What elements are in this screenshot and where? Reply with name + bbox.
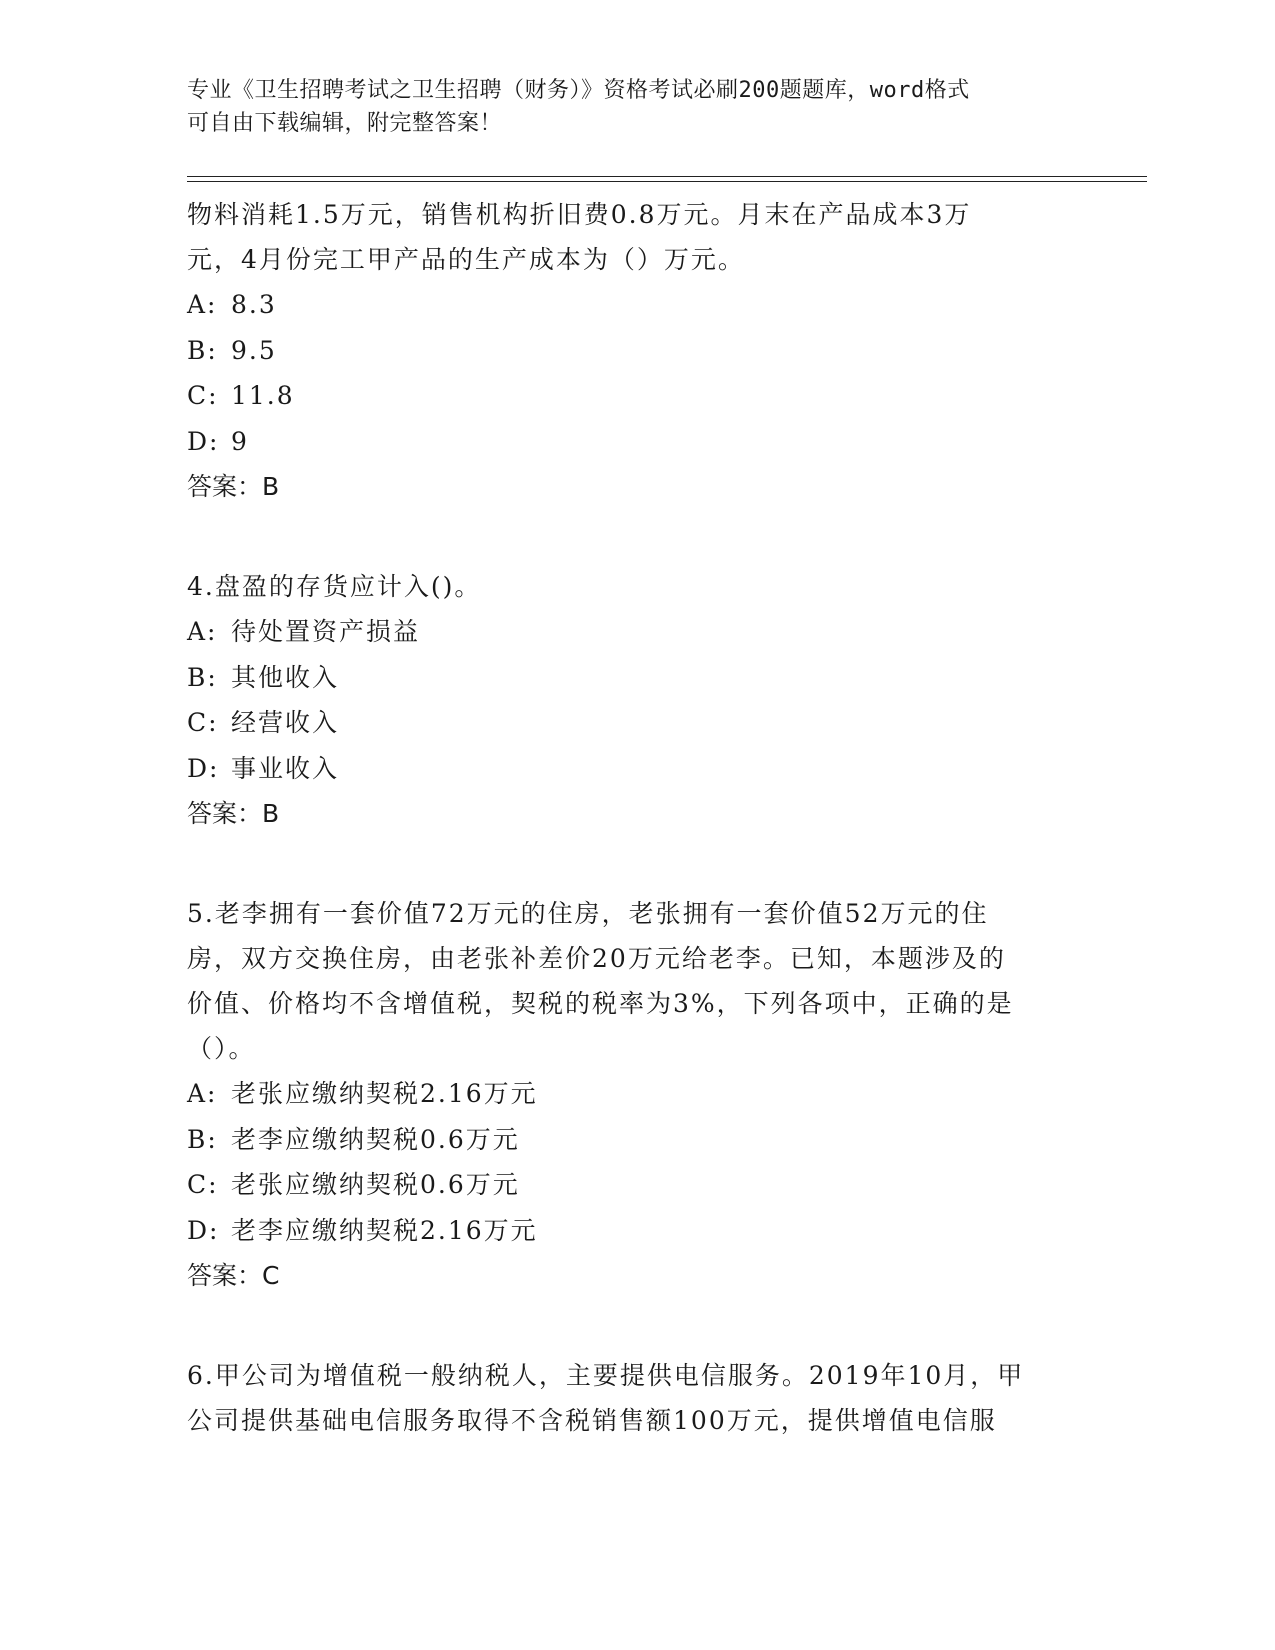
question-block <box>187 1353 1067 1443</box>
option-c <box>187 1162 1067 1208</box>
question-stem-line: 公司提供基础电信服务取得不含税销售额100万元，提供增值电信服 <box>187 1406 997 1435</box>
option-letter: C: <box>187 381 219 410</box>
answer-line: 答案：B <box>187 472 280 501</box>
option-b <box>187 1117 1067 1163</box>
option-letter: A: <box>187 290 218 319</box>
option-text: 老李应缴纳契税0.6万元 <box>231 1124 520 1154</box>
option-text: 9.5 <box>231 335 277 365</box>
answer-line: 答案：C <box>187 1261 280 1290</box>
option-text: 经营收入 <box>231 708 340 737</box>
option-letter: C: <box>187 1170 219 1199</box>
question-block <box>187 891 1067 1298</box>
option-letter: A: <box>187 617 218 646</box>
document-body <box>187 192 1067 1443</box>
option-d <box>187 746 1067 792</box>
option-letter: B: <box>187 335 218 365</box>
question-stem-line: （）。 <box>187 1034 256 1063</box>
option-a <box>187 1071 1067 1117</box>
header-line-2: 可自由下载编辑，附完整答案！ <box>187 111 503 136</box>
question-stem-line: 元，4月份完工甲产品的生产成本为（）万元。 <box>187 245 745 274</box>
question-stem-line: 6.甲公司为增值税一般纳税人，主要提供电信服务。2019年10月，甲 <box>187 1361 1025 1390</box>
option-letter: B: <box>187 662 218 692</box>
question-stem-line: 房，双方交换住房，由老张补差价20万元给老李。已知，本题涉及的 <box>187 944 1006 973</box>
page-header <box>187 74 1087 140</box>
option-letter: B: <box>187 1124 218 1154</box>
option-letter: D: <box>187 1215 220 1245</box>
option-text: 老张应缴纳契税0.6万元 <box>231 1170 520 1199</box>
option-a <box>187 609 1067 655</box>
question-stem-line: 价值、价格均不含增值税，契税的税率为3%，下列各项中，正确的是 <box>187 989 1014 1018</box>
header-rule-bottom <box>187 181 1147 182</box>
option-text: 8.3 <box>231 290 277 319</box>
spacer <box>187 1298 1067 1353</box>
question-block <box>187 564 1067 836</box>
option-text: 老张应缴纳契税2.16万元 <box>231 1079 538 1108</box>
question-block <box>187 192 1067 509</box>
option-a <box>187 282 1067 328</box>
option-d <box>187 1208 1067 1254</box>
question-stem-line: 物料消耗1.5万元，销售机构折旧费0.8万元。月末在产品成本3万 <box>187 200 972 229</box>
option-d <box>187 419 1067 465</box>
option-letter: A: <box>187 1079 218 1108</box>
option-b <box>187 655 1067 701</box>
question-stem-line: 5.老李拥有一套价值72万元的住房，老张拥有一套价值52万元的住 <box>187 899 989 928</box>
answer-line: 答案：B <box>187 799 280 828</box>
option-text: 事业收入 <box>231 753 340 783</box>
option-letter: D: <box>187 753 220 783</box>
spacer <box>187 836 1067 891</box>
spacer <box>187 509 1067 564</box>
option-text: 其他收入 <box>231 662 340 692</box>
option-text: 11.8 <box>231 381 295 410</box>
question-stem-line: 4.盘盈的存货应计入()。 <box>187 572 482 601</box>
option-c <box>187 373 1067 419</box>
option-text: 待处置资产损益 <box>231 617 421 646</box>
option-b <box>187 328 1067 374</box>
header-rule-top <box>187 176 1147 177</box>
option-letter: D: <box>187 426 220 456</box>
option-c <box>187 700 1067 746</box>
option-text: 9 <box>231 426 249 456</box>
header-line-1: 专业《卫生招聘考试之卫生招聘（财务）》资格考试必刷200题题库，word格式 <box>187 78 970 103</box>
option-letter: C: <box>187 708 219 737</box>
option-text: 老李应缴纳契税2.16万元 <box>231 1215 538 1245</box>
